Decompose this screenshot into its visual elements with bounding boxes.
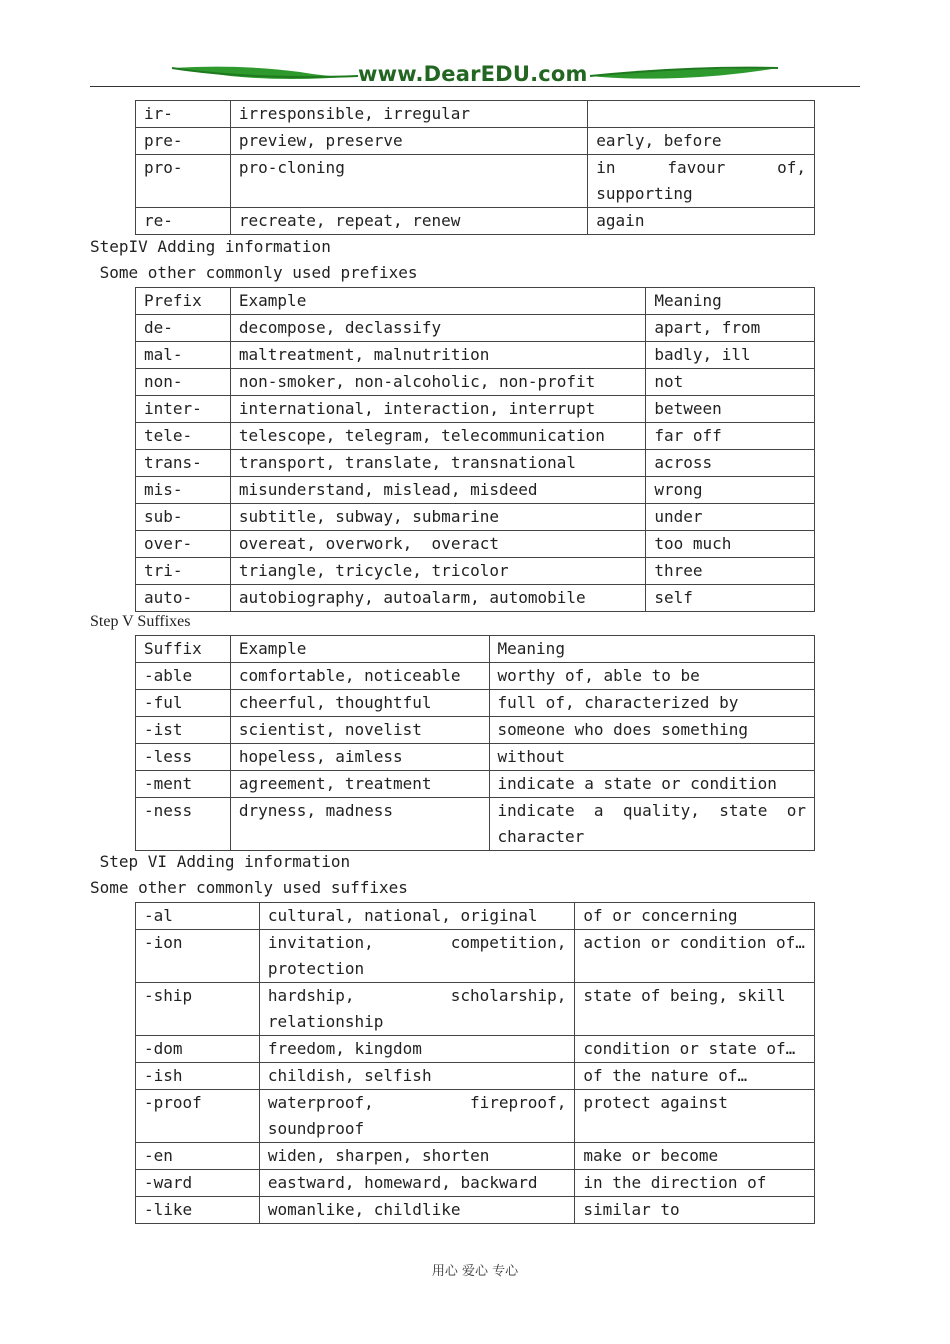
table-cell: state of being, skill xyxy=(575,983,815,1036)
table-cell: waterproof, fireproof, soundproof xyxy=(259,1090,575,1143)
table-row xyxy=(136,663,815,690)
table-cell: womanlike, childlike xyxy=(259,1197,575,1224)
table-cell: widen, sharpen, shorten xyxy=(259,1143,575,1170)
table-row xyxy=(136,208,815,235)
table-cell: -able xyxy=(136,663,231,690)
table-row xyxy=(136,1036,815,1063)
table-cell xyxy=(588,101,815,128)
table-cell: decompose, declassify xyxy=(230,315,645,342)
table-cell: re- xyxy=(136,208,231,235)
table-cell: of or concerning xyxy=(575,903,815,930)
table-row xyxy=(136,342,815,369)
table-row xyxy=(136,128,815,155)
step6-title: Step VI Adding information xyxy=(90,852,351,871)
table-cell: agreement, treatment xyxy=(230,771,489,798)
table-cell: auto- xyxy=(136,585,231,612)
table-row xyxy=(136,1143,815,1170)
table-cell: indicate a state or condition xyxy=(489,771,814,798)
table-cell: -like xyxy=(136,1197,260,1224)
table-cell: early, before xyxy=(588,128,815,155)
table-cell: in the direction of xyxy=(575,1170,815,1197)
table-cell: maltreatment, malnutrition xyxy=(230,342,645,369)
table-cell: -ness xyxy=(136,798,231,851)
table-cell: subtitle, subway, submarine xyxy=(230,504,645,531)
table-cell: between xyxy=(646,396,815,423)
table-cell: non- xyxy=(136,369,231,396)
table-cell: worthy of, able to be xyxy=(489,663,814,690)
table-cell: apart, from xyxy=(646,315,815,342)
table-row xyxy=(136,1170,815,1197)
table-cell: protect against xyxy=(575,1090,815,1143)
table-cell: non-smoker, non-alcoholic, non-profit xyxy=(230,369,645,396)
table-cell: -en xyxy=(136,1143,260,1170)
table-cell: -ful xyxy=(136,690,231,717)
table-cell: cultural, national, original xyxy=(259,903,575,930)
table-row xyxy=(136,717,815,744)
table-row xyxy=(136,930,815,983)
table-cell: invitation, competition, protection xyxy=(259,930,575,983)
table-cell: -al xyxy=(136,903,260,930)
table-cell: badly, ill xyxy=(646,342,815,369)
table-cell: -less xyxy=(136,744,231,771)
table-cell: -dom xyxy=(136,1036,260,1063)
table-cell: pro-cloning xyxy=(230,155,587,208)
column-header: Suffix xyxy=(136,636,231,663)
table-cell: -ish xyxy=(136,1063,260,1090)
table-cell: hardship, scholarship, relationship xyxy=(259,983,575,1036)
column-header: Meaning xyxy=(489,636,814,663)
table-cell: trans- xyxy=(136,450,231,477)
table-cell: similar to xyxy=(575,1197,815,1224)
page-footer: 用心 爱心 专心 xyxy=(431,1264,519,1279)
table-cell: freedom, kingdom xyxy=(259,1036,575,1063)
table-header-row xyxy=(136,288,815,315)
table-cell: comfortable, noticeable xyxy=(230,663,489,690)
table-cell: -ion xyxy=(136,930,260,983)
table-cell: without xyxy=(489,744,814,771)
table-row xyxy=(136,1090,815,1143)
table-cell: -ward xyxy=(136,1170,260,1197)
table-row xyxy=(136,771,815,798)
table-cell: recreate, repeat, renew xyxy=(230,208,587,235)
header-rule xyxy=(90,86,860,87)
step4-title: StepIV Adding information xyxy=(90,237,331,256)
table-row xyxy=(136,983,815,1036)
prefix-table-continued xyxy=(135,100,815,235)
table-cell: over- xyxy=(136,531,231,558)
table-row xyxy=(136,798,815,851)
table-row xyxy=(136,369,815,396)
table-cell: cheerful, thoughtful xyxy=(230,690,489,717)
table-cell: childish, selfish xyxy=(259,1063,575,1090)
table-row xyxy=(136,477,815,504)
table-row xyxy=(136,504,815,531)
table-row xyxy=(136,903,815,930)
column-header: Prefix xyxy=(136,288,231,315)
table-cell: far off xyxy=(646,423,815,450)
prefix-table xyxy=(135,287,815,612)
table-cell: tri- xyxy=(136,558,231,585)
table-cell: scientist, novelist xyxy=(230,717,489,744)
table-cell: -ment xyxy=(136,771,231,798)
table-cell: too much xyxy=(646,531,815,558)
table-row xyxy=(136,558,815,585)
header-logo-text: www.DearEDU.com xyxy=(358,62,588,86)
table-cell: three xyxy=(646,558,815,585)
table-header-row xyxy=(136,636,815,663)
table-cell: full of, characterized by xyxy=(489,690,814,717)
table-cell: preview, preserve xyxy=(230,128,587,155)
table-cell: overeat, overwork, overact xyxy=(230,531,645,558)
table-cell: someone who does something xyxy=(489,717,814,744)
table-row xyxy=(136,744,815,771)
table-cell: condition or state of… xyxy=(575,1036,815,1063)
table-cell: sub- xyxy=(136,504,231,531)
table-row xyxy=(136,315,815,342)
table-cell: in favour of, supporting xyxy=(588,155,815,208)
table-cell: indicate a quality, state or character xyxy=(489,798,814,851)
column-header: Example xyxy=(230,288,645,315)
table-cell: not xyxy=(646,369,815,396)
table-cell: action or condition of… xyxy=(575,930,815,983)
table-cell: transport, translate, transnational xyxy=(230,450,645,477)
table-row xyxy=(136,101,815,128)
step4-subtitle: Some other commonly used prefixes xyxy=(90,263,418,282)
column-header: Meaning xyxy=(646,288,815,315)
table-row xyxy=(136,450,815,477)
table-cell: mis- xyxy=(136,477,231,504)
table-cell: -proof xyxy=(136,1090,260,1143)
suffix-table-more xyxy=(135,902,815,1224)
table-row xyxy=(136,531,815,558)
table-row xyxy=(136,423,815,450)
table-row xyxy=(136,155,815,208)
step6-subtitle: Some other commonly used suffixes xyxy=(90,878,408,897)
table-row xyxy=(136,1197,815,1224)
table-cell: de- xyxy=(136,315,231,342)
suffix-table xyxy=(135,635,815,851)
table-cell: mal- xyxy=(136,342,231,369)
table-cell: telescope, telegram, telecommunication xyxy=(230,423,645,450)
table-cell: -ist xyxy=(136,717,231,744)
table-cell: eastward, homeward, backward xyxy=(259,1170,575,1197)
table-cell: inter- xyxy=(136,396,231,423)
table-cell: ir- xyxy=(136,101,231,128)
table-row xyxy=(136,1063,815,1090)
table-cell: under xyxy=(646,504,815,531)
table-cell: tele- xyxy=(136,423,231,450)
table-row xyxy=(136,396,815,423)
table-cell: pro- xyxy=(136,155,231,208)
table-cell: hopeless, aimless xyxy=(230,744,489,771)
table-cell: of the nature of… xyxy=(575,1063,815,1090)
table-row xyxy=(136,690,815,717)
table-row xyxy=(136,585,815,612)
table-cell: make or become xyxy=(575,1143,815,1170)
table-cell: again xyxy=(588,208,815,235)
table-cell: misunderstand, mislead, misdeed xyxy=(230,477,645,504)
table-cell: across xyxy=(646,450,815,477)
table-cell: dryness, madness xyxy=(230,798,489,851)
column-header: Example xyxy=(230,636,489,663)
table-cell: wrong xyxy=(646,477,815,504)
table-cell: pre- xyxy=(136,128,231,155)
table-cell: international, interaction, interrupt xyxy=(230,396,645,423)
table-cell: -ship xyxy=(136,983,260,1036)
table-cell: irresponsible, irregular xyxy=(230,101,587,128)
table-cell: self xyxy=(646,585,815,612)
table-cell: autobiography, autoalarm, automobile xyxy=(230,585,645,612)
table-cell: triangle, tricycle, tricolor xyxy=(230,558,645,585)
step5-title: Step V Suffixes xyxy=(90,613,191,630)
